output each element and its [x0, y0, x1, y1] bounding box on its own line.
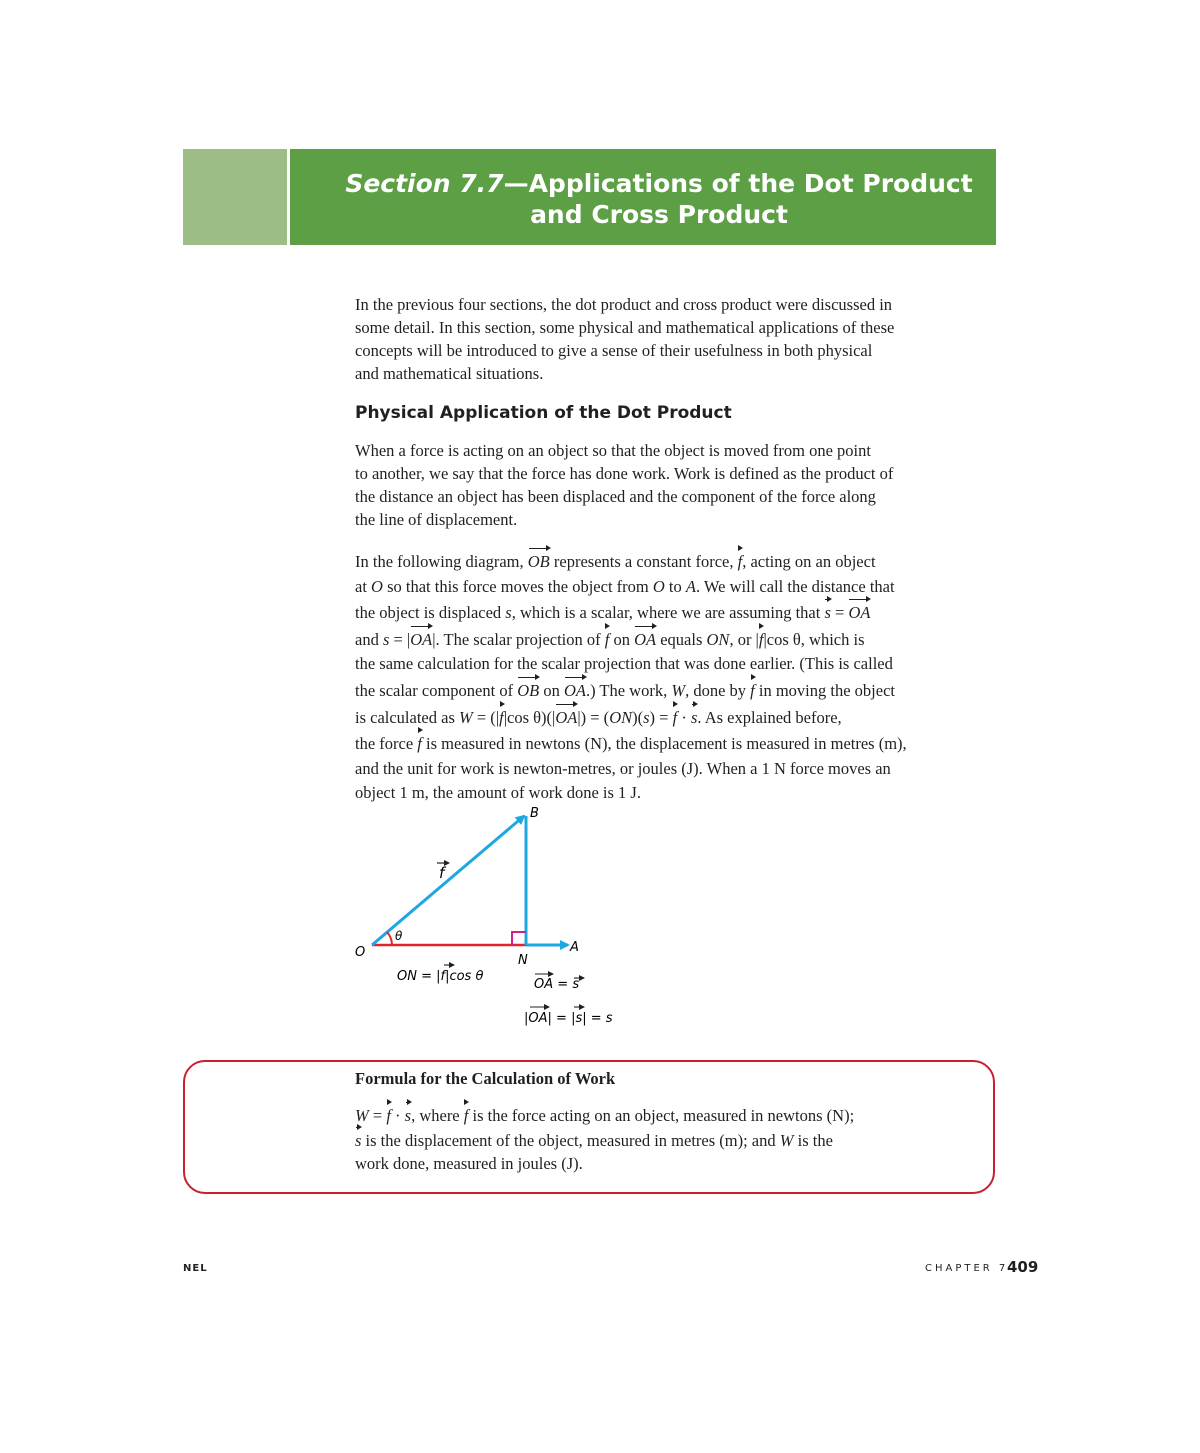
section-title-line2: and Cross Product	[530, 200, 788, 229]
paragraph-line: the distance an object has been displaced and the component of the force along	[355, 487, 876, 506]
point-A: A	[685, 576, 696, 596]
text: ·	[677, 707, 691, 727]
text: and	[355, 629, 383, 649]
vector-f: f	[750, 677, 755, 704]
paragraph-line: When a force is acting on an object so that the object is moved from one point	[355, 441, 871, 460]
text: |cos θ)(|	[503, 707, 556, 727]
text: . As explained before,	[697, 707, 842, 727]
intro-line: and mathematical situations.	[355, 364, 544, 383]
text: the scalar component of	[355, 680, 518, 700]
text: on	[539, 680, 564, 700]
vector-s: s	[405, 1102, 411, 1127]
text: , done by	[685, 680, 751, 700]
magnitude-equation: |OA| = |s| = s	[524, 1011, 613, 1026]
subsection-heading: Physical Application of the Dot Product	[355, 403, 732, 423]
vector-f: f	[673, 704, 678, 731]
text: =	[368, 1106, 387, 1125]
text: ) =	[649, 707, 673, 727]
formula-line	[355, 1127, 985, 1152]
force-vector	[372, 816, 524, 945]
vector-f: f	[499, 704, 504, 731]
angle-arc	[387, 932, 392, 945]
right-angle-marker	[512, 932, 526, 945]
paragraph-line: to another, we say that the force has done work. Work is defined as the product of	[355, 464, 894, 483]
paragraph-line	[355, 548, 1000, 575]
vector-f: f	[738, 548, 743, 575]
text: at	[355, 576, 372, 596]
footer-chapter: CHAPTER 7	[925, 1263, 1009, 1274]
intro-line: some detail. In this section, some physical and mathematical applications of these	[355, 318, 895, 337]
on-equation: ON = |f|cos θ	[397, 969, 484, 984]
section-title-text: —Applications of the Dot Product	[503, 169, 973, 198]
paragraph-line: and the unit for work is newton-metres, or joules (J). When a 1 N force moves an	[355, 758, 891, 778]
vector-OA: OA	[555, 704, 577, 731]
vector-OA: OA	[410, 626, 432, 653]
vector-OB: OB	[528, 548, 550, 575]
text: in moving the object	[754, 680, 895, 700]
text: to	[664, 576, 686, 596]
intro-line: In the previous four sections, the dot product and cross product were discussed in	[355, 295, 893, 314]
work-W: W	[779, 1131, 794, 1150]
intro-line: concepts will be introduced to give a sense of their usefulness in both physical	[355, 341, 873, 360]
text: =	[830, 603, 849, 623]
label-O: O	[355, 945, 366, 960]
text: is the displacement of the object, measured in metres (m); and	[361, 1131, 780, 1150]
text: equals	[656, 629, 707, 649]
text: |. The scalar projection of	[432, 629, 605, 649]
text: = |	[389, 629, 411, 649]
vector-OB: OB	[517, 677, 539, 704]
page-number: 409	[1007, 1258, 1039, 1276]
paragraph-line: the line of displacement.	[355, 510, 518, 529]
text: .) The work,	[585, 680, 672, 700]
section-banner	[290, 149, 996, 245]
label-theta: θ	[395, 929, 403, 943]
vector-f: f	[605, 626, 610, 653]
text: the object is displaced	[355, 603, 506, 623]
paragraph-line: object 1 m, the amount of work done is 1 J.	[355, 783, 641, 803]
work-W: W	[355, 1106, 369, 1125]
footer-publisher: NEL	[183, 1263, 208, 1274]
text: is calculated as	[355, 707, 459, 727]
vector-f: f	[386, 1102, 391, 1127]
paragraph-line: the same calculation for the scalar projection that was done earlier. (This is called	[355, 654, 893, 674]
formula-title: Formula for the Calculation of Work	[355, 1069, 616, 1088]
text: , acting on an object	[742, 552, 876, 571]
oa-equation: OA = s	[534, 977, 580, 992]
text: )(	[632, 707, 644, 727]
point-O: O	[652, 576, 665, 596]
text: In the following diagram,	[355, 552, 528, 571]
text: , or |	[729, 629, 759, 649]
work-W: W	[459, 707, 473, 727]
text: . We will call the distance that	[695, 576, 895, 596]
label-A: A	[570, 940, 579, 955]
text: represents a constant force,	[549, 552, 738, 571]
work-definition-paragraph	[355, 439, 1000, 531]
formula-line	[355, 1102, 985, 1127]
paragraph-line	[355, 626, 1000, 653]
label-f: f	[439, 864, 445, 882]
point-O: O	[371, 576, 383, 596]
segment-ON: ON	[609, 707, 633, 727]
force-displacement-diagram	[340, 800, 640, 1040]
segment-ON: ON	[706, 629, 730, 649]
intro-paragraph	[355, 293, 1000, 385]
vector-s: s	[691, 704, 697, 731]
vector-f: f	[759, 626, 764, 653]
vector-s: s	[824, 599, 830, 626]
vector-OA: OA	[634, 626, 656, 653]
text: |) = (	[577, 707, 610, 727]
scalar-s: s	[505, 603, 512, 623]
text: = (|	[472, 707, 500, 727]
section-title-line1	[322, 168, 996, 199]
text: is the	[793, 1131, 833, 1150]
text: is the force acting on an object, measured in newtons (N);	[468, 1106, 855, 1125]
text: , where	[411, 1106, 464, 1125]
scalar-s: s	[643, 707, 650, 727]
paragraph-line	[355, 730, 1000, 757]
diagram-explanation-paragraph	[355, 548, 1000, 806]
formula-line: work done, measured in joules (J).	[355, 1154, 583, 1173]
paragraph-line	[355, 575, 1000, 600]
section-number: Section 7.7	[345, 169, 504, 198]
vector-s: s	[355, 1127, 361, 1152]
text: so that this force moves the object from	[382, 576, 653, 596]
text: , which is a scalar, where we are assuming that	[511, 603, 825, 623]
vector-OA: OA	[564, 677, 586, 704]
text: on	[609, 629, 635, 649]
label-B: B	[530, 806, 539, 821]
formula-text	[355, 1102, 985, 1175]
paragraph-line	[355, 599, 1000, 626]
label-N: N	[518, 953, 528, 968]
text: ·	[390, 1106, 405, 1125]
text: the force	[355, 734, 418, 754]
text: is measured in newtons (N), the displacement is measured in metres (m),	[421, 734, 907, 754]
paragraph-line	[355, 704, 1000, 731]
banner-accent-block	[183, 149, 287, 245]
vector-OA: OA	[848, 599, 870, 626]
work-W: W	[671, 680, 686, 700]
scalar-s: s	[382, 629, 390, 649]
vector-f: f	[417, 730, 422, 757]
text: |cos θ, which is	[763, 629, 865, 649]
paragraph-line	[355, 677, 1000, 704]
vector-f: f	[464, 1102, 469, 1127]
